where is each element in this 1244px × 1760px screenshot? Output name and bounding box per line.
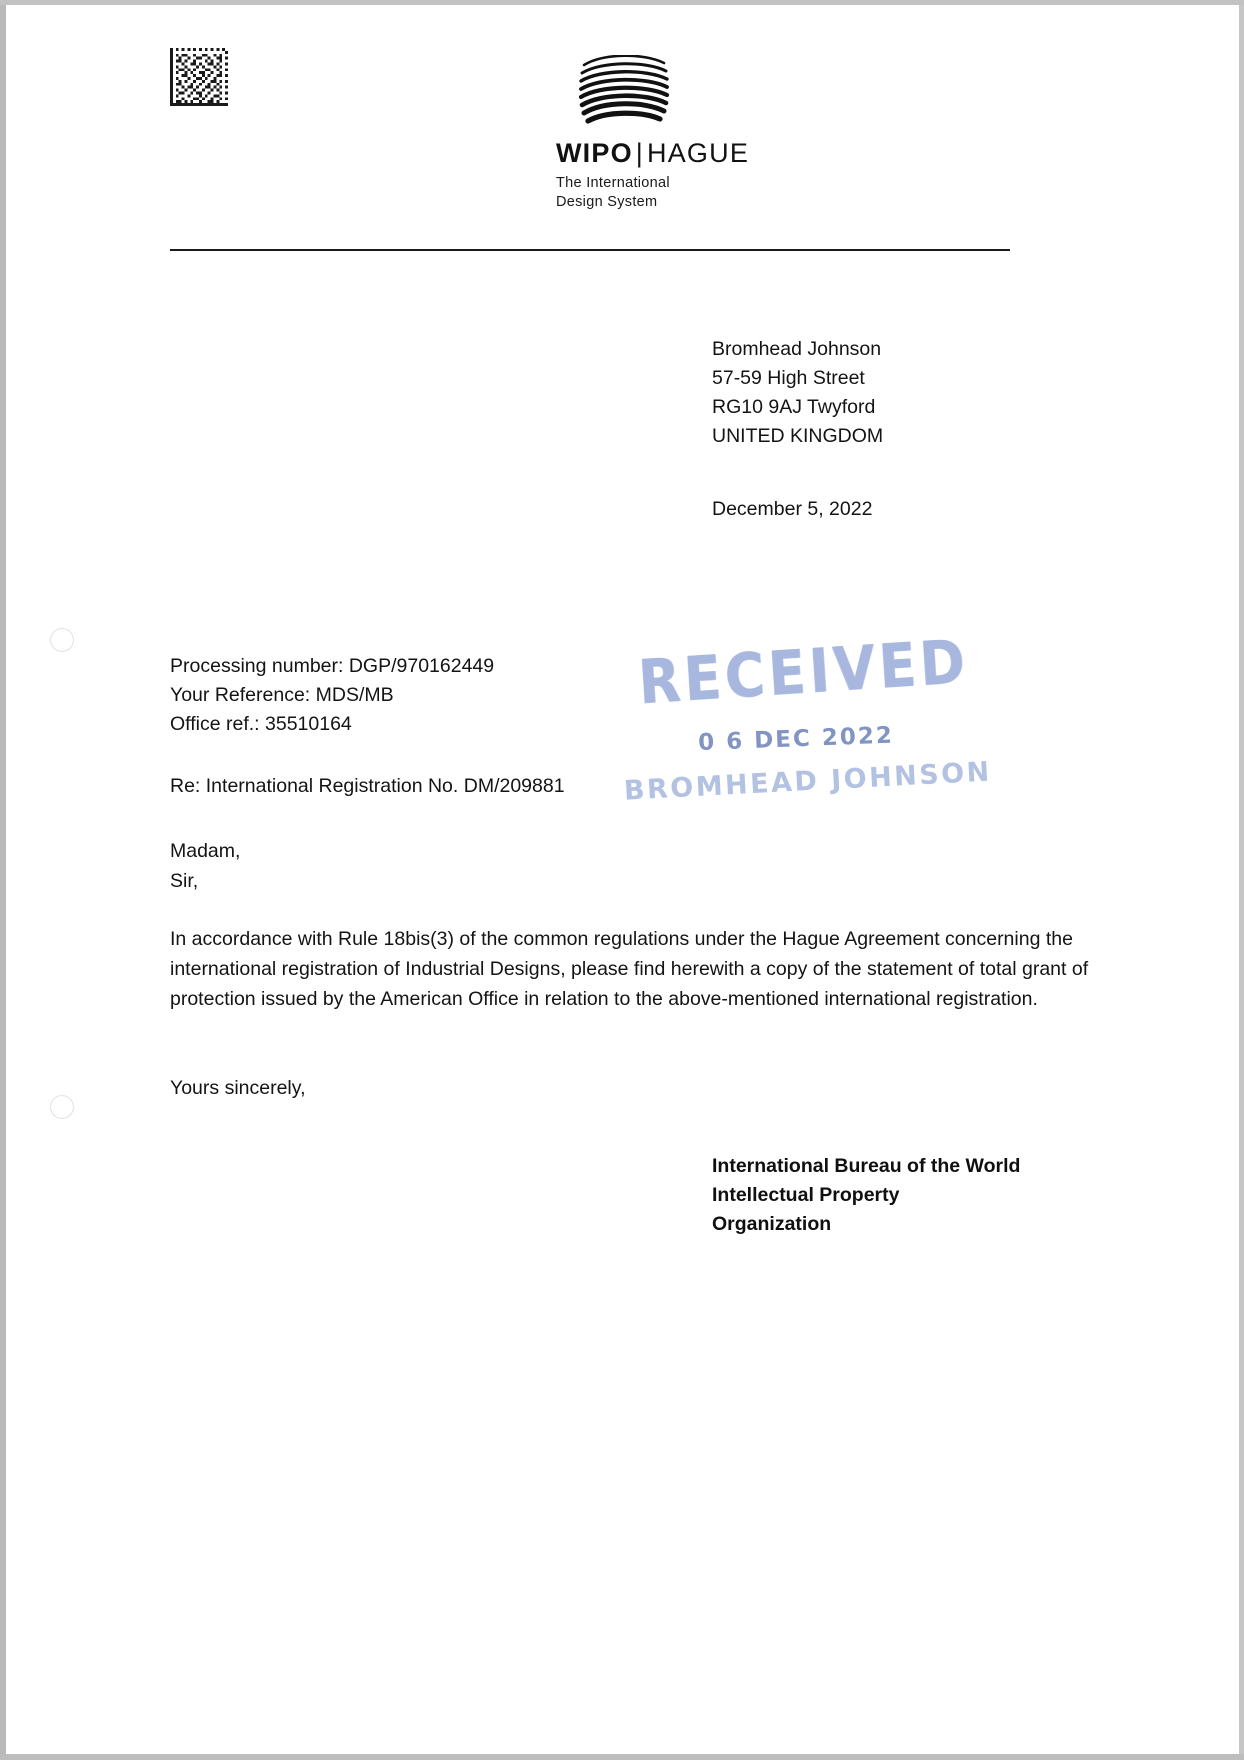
reference-block [170, 652, 494, 739]
addressee-street: 57-59 High Street [712, 366, 865, 389]
addressee-city-postcode: RG10 9AJ Twyford [712, 395, 876, 418]
stamp-owner-text: BROMHEAD JOHNSON [623, 756, 993, 807]
signature-line1: International Bureau of the World [712, 1155, 1021, 1177]
salutation [170, 837, 240, 896]
brand-hague: HAGUE [647, 138, 750, 168]
brand-tagline [556, 174, 856, 212]
received-stamp [623, 626, 1023, 837]
salutation-line1: Madam, [170, 840, 241, 862]
scan-edge-top [0, 0, 1244, 5]
brand-tagline-line2: Design System [556, 194, 658, 211]
header-divider [170, 249, 1010, 251]
scan-edge-left [0, 0, 6, 1760]
subject-line: Re: International Registration No. DM/209881 [170, 775, 565, 797]
brand-separator: | [635, 138, 645, 168]
addressee-name: Bromhead Johnson [712, 338, 882, 360]
addressee-block [712, 335, 883, 450]
punch-hole-mark [50, 1095, 74, 1119]
punch-hole-mark [50, 628, 74, 652]
your-reference: Your Reference: MDS/MB [170, 683, 394, 706]
letter-date: December 5, 2022 [712, 498, 873, 520]
signature-line2: Intellectual Property [712, 1183, 900, 1206]
processing-number: Processing number: DGP/970162449 [170, 655, 495, 677]
brand-title [556, 138, 856, 169]
scan-edge-right [1239, 0, 1244, 1760]
stamp-date-text: 0 6 DEC 2022 [697, 722, 895, 757]
letter-body: In accordance with Rule 18bis(3) of the common regulations under the Hague Agreement concerning the international registration of Industrial Designs, please find herewith a copy of the statement of total grant of protection issued by the American Office in relation to the above-mentioned international registration. [170, 928, 1089, 1010]
brand-wipo: WIPO [556, 138, 633, 168]
addressee-country: UNITED KINGDOM [712, 424, 884, 447]
wipo-swirl-logo-icon [578, 55, 670, 133]
signature-block [712, 1152, 1112, 1239]
scan-edge-bottom [0, 1754, 1244, 1760]
brand-tagline-line1: The International [556, 175, 670, 191]
datamatrix-barcode-icon [170, 48, 228, 106]
stamp-received-text: RECEIVED [636, 626, 971, 718]
wipo-letterhead [556, 55, 856, 212]
salutation-line2: Sir, [170, 869, 199, 892]
letter-closing: Yours sincerely, [170, 1077, 306, 1099]
office-ref: Office ref.: 35510164 [170, 712, 352, 735]
signature-line3: Organization [712, 1212, 832, 1235]
